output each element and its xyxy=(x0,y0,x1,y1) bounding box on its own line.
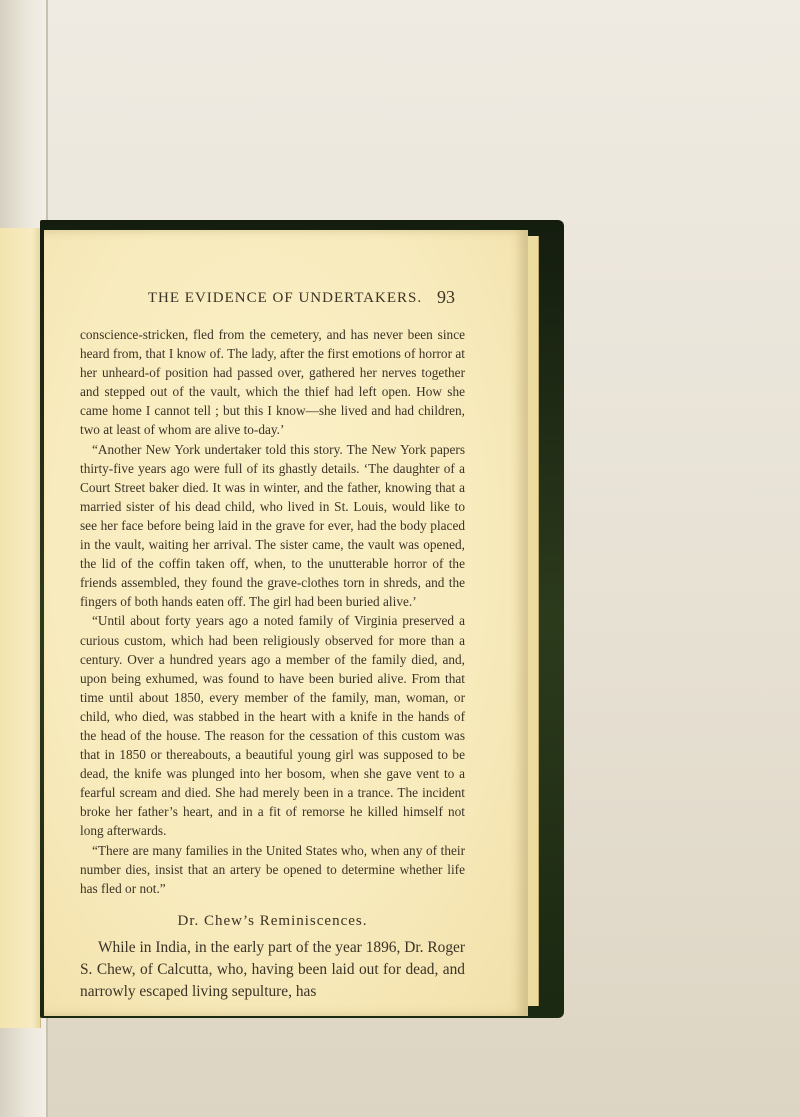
section-paragraph: While in India, in the early part of the year 1896, Dr. Roger S. Chew, of Calcutta, who, having been laid out for dead, and narrowly escaped living sepulture, has xyxy=(80,938,465,1000)
page-block-edges xyxy=(528,236,539,1006)
paragraph: conscience-stricken, fled from the cemetery, and has never been since heard from, that I know of. The lady, after the first emotions of horror at her unheard-of position had passed over, gathered her nerves together and stepped out of the vault, which the thief had left open. How she came home I cannot tell ; but this I know—she lived and had children, two at least of whom are alive to-day.’ xyxy=(80,327,465,438)
paragraph: “There are many families in the United States who, when any of their number dies, insist that an artery be opened to determine whether life has fled or not.” xyxy=(80,842,465,896)
section-heading: Dr. Chew’s Reminiscences. xyxy=(177,912,368,929)
page-body xyxy=(80,325,465,1003)
page-number: 93 xyxy=(437,287,455,307)
paragraph: “Until about forty years ago a noted family of Virginia preserved a curious custom, which had been religiously observed for more than a century. Over a hundred years ago a member of the family died, and, upon being exhumed, was found to have been buried alive. From that time until about 1850, every member of the family, man, woman, or child, who died, was stabbed in the heart with a knife in the hands of the head of the house. The reason for the cessation of this custom was that in 1850 or thereabouts, a beautiful young girl was supposed to be dead, the knife was plunged into her bosom, when she gave vent to a fearful scream and died. She had merely been in a trance. The incident broke her father’s heart, and in a fit of remorse he killed himself not long afterwards. xyxy=(80,613,465,839)
facing-page-paper xyxy=(0,228,41,1028)
running-head: THE EVIDENCE OF UNDERTAKERS. xyxy=(147,290,423,306)
paragraph: “Another New York undertaker told this story. The New York papers thirty-five years ago were full of its ghastly details. ‘The daughter of a Court Street baker died. It was in winter, and the father, knowing that a married sister of his dead child, who lived in St. Louis, would like to see her face before being laid in the grave for ever, had the body placed in the vault, waiting her arrival. The sister came, the vault was opened, the lid of the coffin taken off, when, to the unutterable horror of the friends assembled, they found the grave-clothes torn in shreds, and the fingers of both hands eaten off. The girl had been buried alive.’ xyxy=(80,441,465,610)
